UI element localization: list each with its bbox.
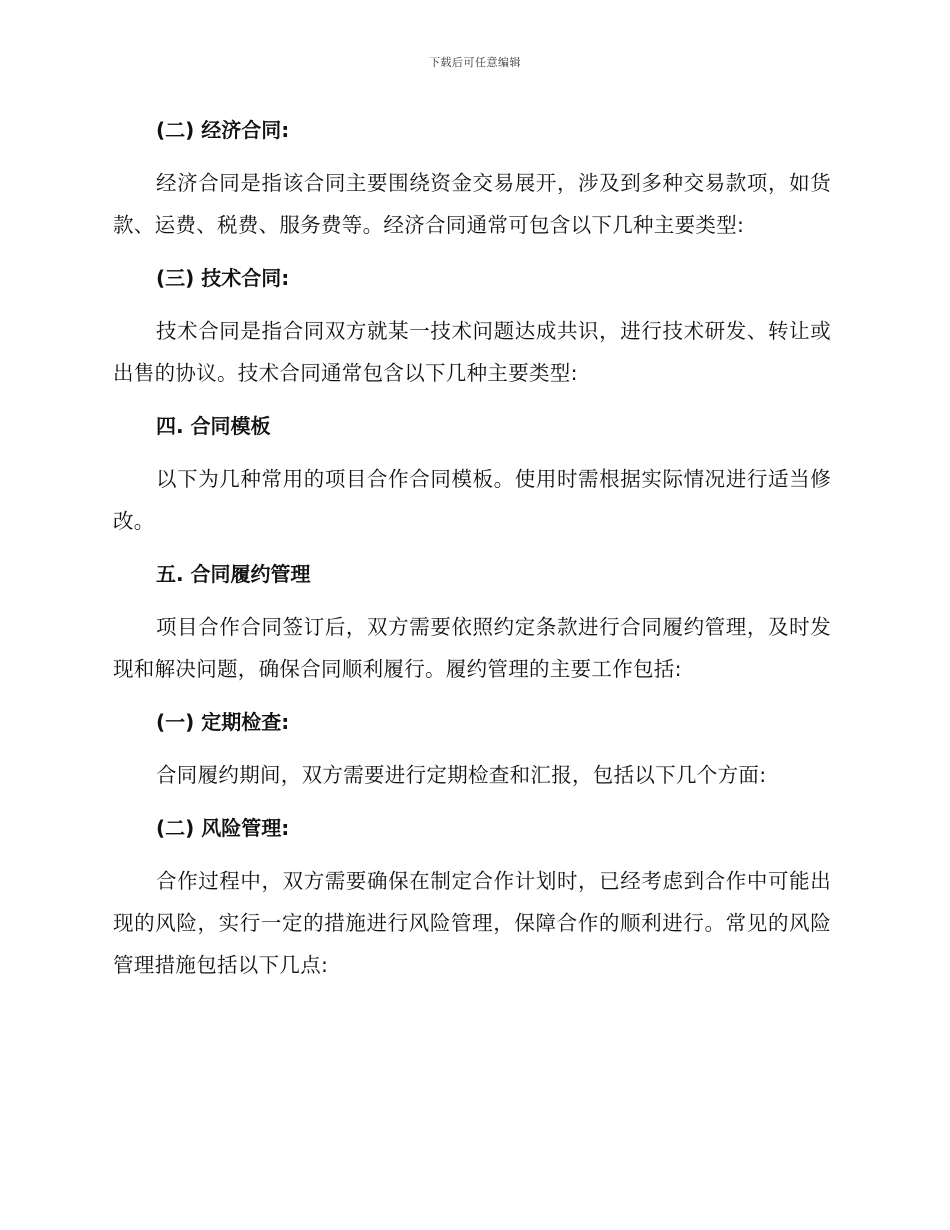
section-heading-contract-template: 四. 合同模板 [156, 414, 271, 438]
page-header: 下载后可任意编辑 [429, 56, 521, 69]
paragraph-economic-contract: 经济合同是指该合同主要围绕资金交易展开，涉及到多种交易款项，如货款、运费、税费、服务费等。经济合同通常可包含以下几种主要类型: [113, 171, 831, 237]
section-heading-economic-contract: (二) 经济合同: [156, 118, 290, 142]
section-heading-risk-management: (二) 风险管理: [156, 816, 290, 840]
section-heading-performance-management: 五. 合同履约管理 [156, 562, 311, 586]
paragraph-performance-management: 项目合作合同签订后，双方需要依照约定条款进行合同履约管理，及时发现和解决问题，确保合同顺利履行。履约管理的主要工作包括: [113, 615, 831, 681]
paragraph-risk-management: 合作过程中，双方需要确保在制定合作计划时，已经考虑到合作中可能出现的风险，实行一定的措施进行风险管理，保障合作的顺利进行。常见的风险管理措施包括以下几点: [113, 869, 831, 977]
document-body [113, 112, 831, 986]
paragraph-periodic-check: 合同履约期间，双方需要进行定期检查和汇报，包括以下几个方面: [156, 763, 767, 787]
paragraph-technical-contract: 技术合同是指合同双方就某一技术问题达成共识，进行技术研发、转让或出售的协议。技术合同通常包含以下几种主要类型: [113, 319, 831, 385]
section-heading-technical-contract: (三) 技术合同: [156, 266, 290, 290]
section-heading-periodic-check: (一) 定期检查: [156, 710, 290, 734]
paragraph-contract-template: 以下为几种常用的项目合作合同模板。使用时需根据实际情况进行适当修改。 [113, 467, 831, 533]
